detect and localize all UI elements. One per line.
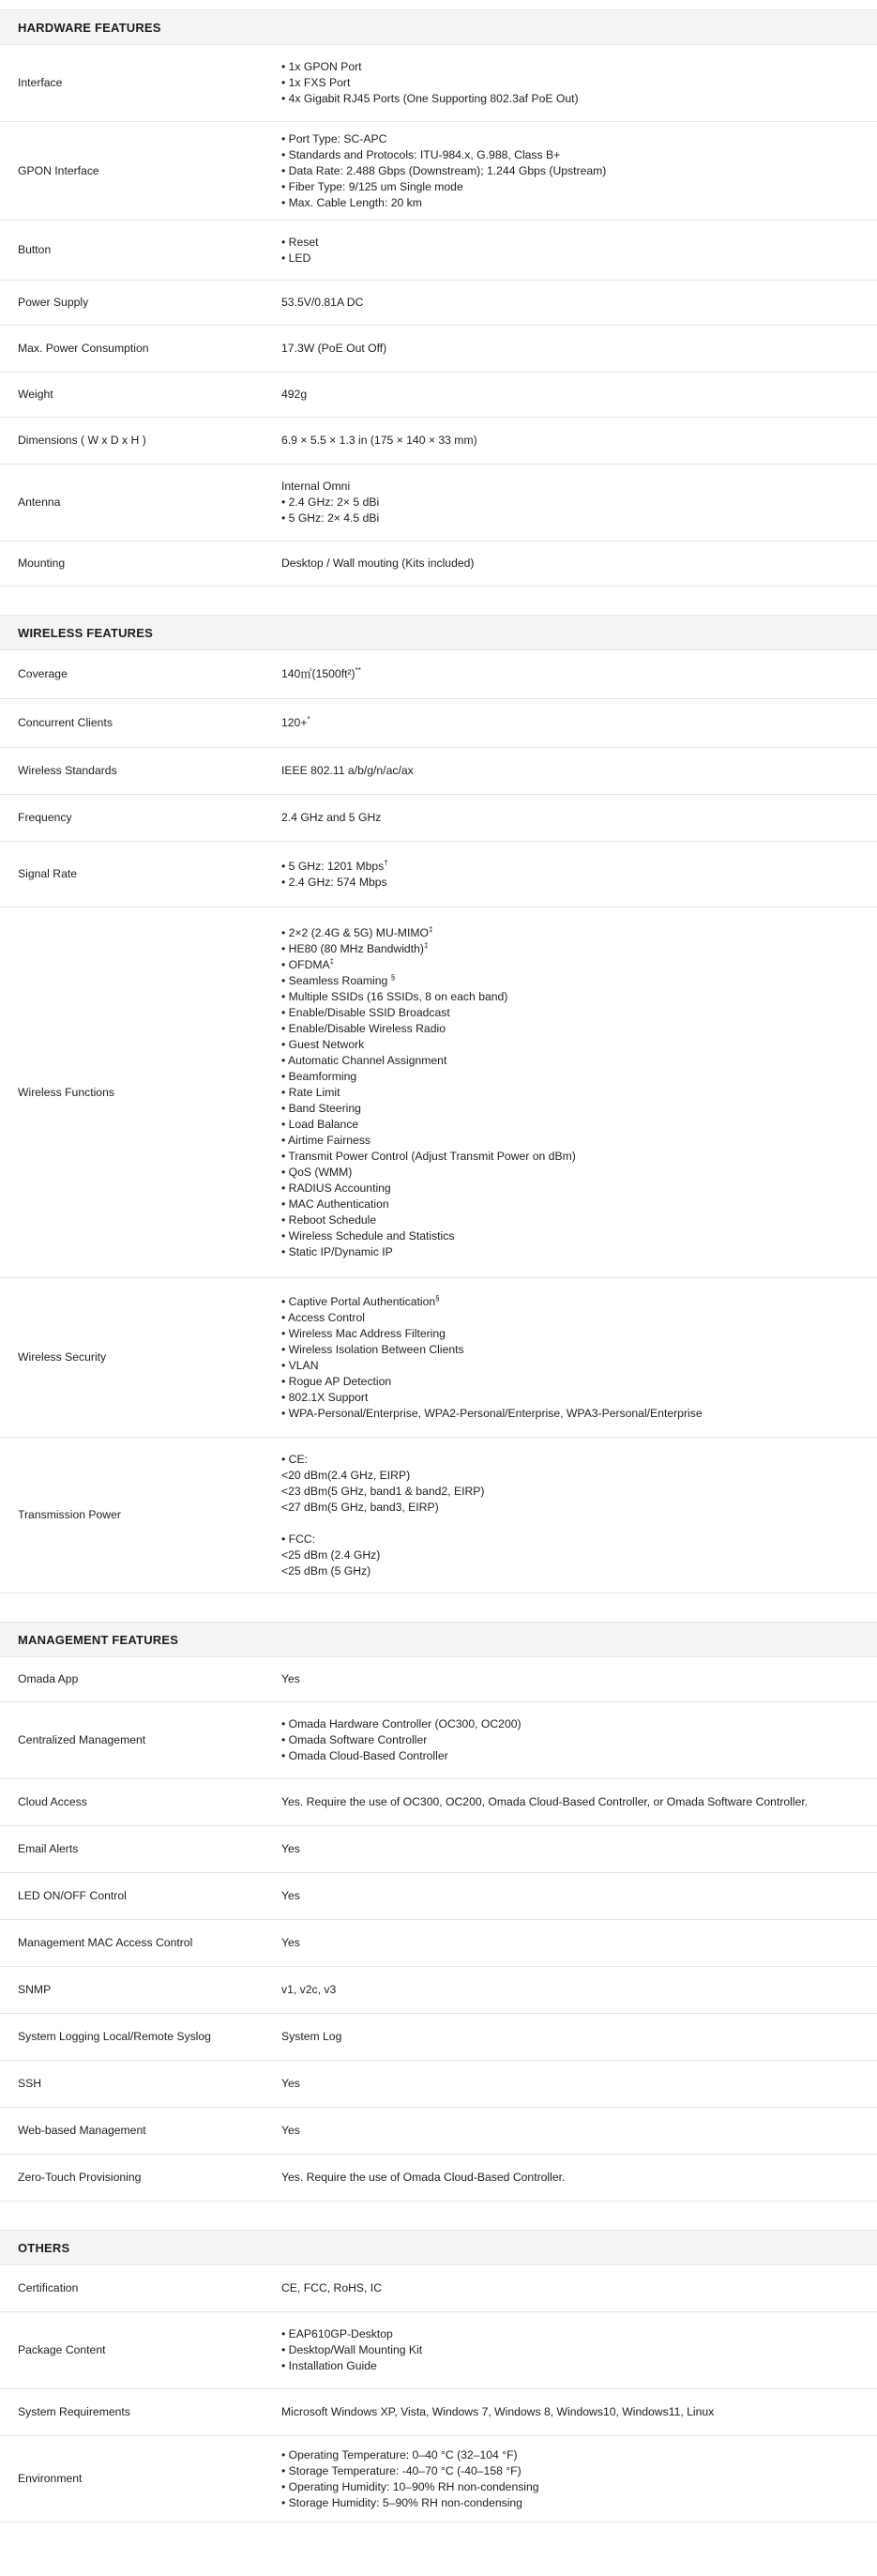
spec-row-coverage <box>0 650 877 699</box>
spec-value <box>281 2265 877 2311</box>
spec-row-frequency <box>0 795 877 842</box>
spec-value-line: <25 dBm (2.4 GHz) <box>281 1547 381 1562</box>
spec-value-line: • WPA-Personal/Enterprise, WPA2-Personal/Enterprise, WPA3-Personal/Enterprise <box>281 1406 703 1420</box>
spec-row-web-based-management <box>0 2108 877 2155</box>
spec-value <box>281 699 877 747</box>
spec-value-line: • Standards and Protocols: ITU-984.x, G.988, Class B+ <box>281 147 561 161</box>
spec-value <box>281 2108 877 2154</box>
spec-value-line: • VLAN <box>281 1358 319 1372</box>
spec-value-line: <27 dBm(5 GHz, band3, EIRP) <box>281 1500 439 1514</box>
spec-label: Button <box>18 243 52 256</box>
footnote-marker: ‡ <box>423 940 429 950</box>
spec-label: Omada App <box>18 1672 79 1685</box>
spec-value <box>281 748 877 794</box>
spec-row-wireless-functions <box>0 907 877 1278</box>
spec-value <box>281 1438 877 1593</box>
spec-label: Interface <box>18 76 63 89</box>
spec-value-line: 492g <box>281 388 308 401</box>
spec-row-cloud-access <box>0 1779 877 1826</box>
spec-row-snmp <box>0 1967 877 2014</box>
spec-row-wireless-security <box>0 1278 877 1438</box>
spec-label: Max. Power Consumption <box>18 342 149 355</box>
spec-label: Centralized Management <box>18 1733 146 1746</box>
spec-row-wireless-standards <box>0 748 877 795</box>
spec-value-line: • Wireless Mac Address Filtering <box>281 1326 446 1340</box>
section-header-hardware-features: HARDWARE FEATURES <box>0 9 877 45</box>
spec-value <box>281 1278 877 1437</box>
spec-value-line: 17.3W (PoE Out Off) <box>281 342 387 355</box>
spec-label: Antenna <box>18 495 61 509</box>
spec-value-line: • EAP610GP-Desktop <box>281 2327 393 2340</box>
spec-value-line: 53.5V/0.81A DC <box>281 296 364 309</box>
spec-value-line: Yes <box>281 1672 300 1685</box>
spec-value-line: • Rate Limit <box>281 1085 340 1099</box>
spec-value-line: • Operating Humidity: 10–90% RH non-condensing <box>281 2479 539 2493</box>
spec-row-max-power-consumption <box>0 326 877 373</box>
spec-value-line: 2.4 GHz and 5 GHz <box>281 811 382 824</box>
spec-value-line: • Automatic Channel Assignment <box>281 1053 447 1067</box>
spec-value-line: v1, v2c, v3 <box>281 1983 337 1996</box>
section-header-others: OTHERS <box>0 2230 877 2265</box>
spec-value <box>281 2436 877 2522</box>
spec-value-line: • Omada Cloud-Based Controller <box>281 1749 448 1762</box>
spec-label: Certification <box>18 2281 79 2294</box>
spec-value-line: • Enable/Disable SSID Broadcast <box>281 1005 450 1019</box>
spec-value-line <box>281 941 868 957</box>
spec-value-line: • 1x GPON Port <box>281 60 362 73</box>
section-header-wireless-features: WIRELESS FEATURES <box>0 615 877 650</box>
spec-value <box>281 1920 877 1966</box>
spec-value-text: • HE80 (80 MHz Bandwidth) <box>281 941 424 955</box>
spec-label: SSH <box>18 2077 42 2090</box>
spec-row-interface <box>0 45 877 122</box>
spec-value <box>281 281 877 325</box>
footnote-marker: * <box>307 714 310 724</box>
spec-label: System Logging Local/Remote Syslog <box>18 2030 211 2043</box>
spec-value-line: <25 dBm (5 GHz) <box>281 1563 371 1578</box>
spec-value-line: • Airtime Fairness <box>281 1133 371 1147</box>
spec-label: System Requirements <box>18 2405 130 2418</box>
spec-row-concurrent-clients <box>0 699 877 748</box>
spec-value-line <box>281 1294 868 1310</box>
spec-value-line: • LED <box>281 251 311 265</box>
spec-value-line: • Wireless Isolation Between Clients <box>281 1342 464 1356</box>
spec-value-text: • 5 GHz: 1201 Mbps <box>281 859 385 873</box>
spec-row-system-requirements <box>0 2389 877 2436</box>
spec-value-line: • Omada Hardware Controller (OC300, OC200) <box>281 1717 522 1730</box>
spec-label: Transmission Power <box>18 1508 121 1521</box>
spec-value-line: • Load Balance <box>281 1117 359 1131</box>
spec-row-package-content <box>0 2312 877 2389</box>
spec-value <box>281 2014 877 2060</box>
spec-label: Concurrent Clients <box>18 716 113 729</box>
spec-value-line: 6.9 × 5.5 × 1.3 in (175 × 140 × 33 mm) <box>281 434 477 447</box>
spec-value-line <box>281 973 868 989</box>
spec-value-line: • 1x FXS Port <box>281 76 351 89</box>
spec-value-line <box>281 957 868 973</box>
spec-row-omada-app <box>0 1657 877 1702</box>
spec-value-line: CE, FCC, RoHS, IC <box>281 2281 382 2294</box>
spec-value-line: • 4x Gigabit RJ45 Ports (One Supporting 802.3af PoE Out) <box>281 92 579 105</box>
spec-value <box>281 1873 877 1919</box>
spec-value <box>281 1826 877 1872</box>
spec-label: Zero-Touch Provisioning <box>18 2171 142 2184</box>
spec-value <box>281 1967 877 2013</box>
spec-value <box>281 2389 877 2435</box>
spec-row-transmission-power <box>0 1438 877 1593</box>
spec-value-line: • 5 GHz: 2× 4.5 dBi <box>281 511 380 525</box>
section-spacer <box>0 1593 877 1622</box>
spec-value-line: • Transmit Power Control (Adjust Transmit Power on dBm) <box>281 1149 576 1163</box>
spec-value <box>281 907 877 1277</box>
spec-label: SNMP <box>18 1983 52 1996</box>
spec-value-line: • FCC: <box>281 1532 316 1546</box>
spec-value <box>281 418 877 464</box>
spec-value-line <box>281 859 868 875</box>
spec-value <box>281 1702 877 1778</box>
spec-label: Package Content <box>18 2343 106 2356</box>
spec-value-line: IEEE 802.11 a/b/g/n/ac/ax <box>281 764 414 777</box>
footnote-marker: § <box>435 1293 440 1303</box>
spec-row-dimensions-w-x-d-x-h <box>0 418 877 465</box>
spec-value-line: • CE: <box>281 1452 308 1466</box>
spec-value-line: • Beamforming <box>281 1069 357 1083</box>
spec-value-line: • 802.1X Support <box>281 1390 369 1404</box>
spec-value <box>281 2312 877 2388</box>
spec-value-line: Yes <box>281 1842 300 1855</box>
spec-value <box>281 1779 877 1825</box>
spec-value-line: Yes <box>281 2124 300 2137</box>
section-spacer <box>0 0 877 9</box>
spec-value <box>281 45 877 121</box>
spec-value-line <box>281 666 868 682</box>
spec-value <box>281 221 877 280</box>
spec-row-led-on-off-control <box>0 1873 877 1920</box>
spec-value-line: • Static IP/Dynamic IP <box>281 1244 393 1258</box>
spec-value <box>281 541 877 586</box>
spec-value-line: • Reboot Schedule <box>281 1212 377 1227</box>
spec-value-line: • Storage Humidity: 5–90% RH non-condensing <box>281 2495 522 2509</box>
spec-value-line: • Rogue AP Detection <box>281 1374 392 1388</box>
spec-value-line: • 2.4 GHz: 574 Mbps <box>281 875 387 889</box>
spec-row-environment <box>0 2436 877 2523</box>
spec-row-button <box>0 221 877 281</box>
spec-row-certification <box>0 2265 877 2312</box>
spec-label: Dimensions ( W x D x H ) <box>18 434 146 447</box>
spec-value-line: • Enable/Disable Wireless Radio <box>281 1021 446 1035</box>
spec-value-line: • QoS (WMM) <box>281 1165 353 1179</box>
spec-value-text: • Seamless Roaming <box>281 973 391 987</box>
spec-value <box>281 326 877 372</box>
spec-value <box>281 122 877 220</box>
spec-value-line: • Data Rate: 2.488 Gbps (Downstream); 1.244 Gbps (Upstream) <box>281 163 607 177</box>
spec-value-line: • Port Type: SC-APC <box>281 131 387 145</box>
spec-value-line: Internal Omni <box>281 480 351 493</box>
spec-row-management-mac-access-control <box>0 1920 877 1967</box>
spec-row-gpon-interface <box>0 122 877 221</box>
spec-value-line: • 2.4 GHz: 2× 5 dBi <box>281 495 380 509</box>
spec-row-zero-touch-provisioning <box>0 2155 877 2202</box>
spec-label: GPON Interface <box>18 163 99 177</box>
section-header-management-features: MANAGEMENT FEATURES <box>0 1622 877 1657</box>
spec-value <box>281 795 877 841</box>
spec-value-line: Yes <box>281 1936 300 1949</box>
spec-label: Management MAC Access Control <box>18 1936 193 1949</box>
spec-label: Email Alerts <box>18 1842 79 1855</box>
spec-value-line: • MAC Authentication <box>281 1197 389 1211</box>
spec-value-line: Yes <box>281 1889 300 1902</box>
spec-label: Mounting <box>18 556 66 570</box>
spec-value-line: • Desktop/Wall Mounting Kit <box>281 2343 423 2356</box>
spec-value-line: <20 dBm(2.4 GHz, EIRP) <box>281 1468 411 1482</box>
spec-value-text: 140㎡(1500ft²) <box>281 667 355 680</box>
spec-value-line: • Storage Temperature: -40–70 °C (-40–158 °F) <box>281 2463 522 2477</box>
spec-label: Coverage <box>18 667 68 680</box>
spec-value-line <box>281 925 868 941</box>
spec-label: Wireless Security <box>18 1350 107 1364</box>
spec-row-email-alerts <box>0 1826 877 1873</box>
spec-row-mounting <box>0 541 877 587</box>
spec-value-line: • Installation Guide <box>281 2359 377 2372</box>
spec-value-line: • Guest Network <box>281 1037 365 1051</box>
spec-value-line: Yes <box>281 2077 300 2090</box>
spec-value-line: Microsoft Windows XP, Vista, Windows 7, Windows 8, Windows10, Windows11, Linux <box>281 2405 715 2418</box>
spec-label: Wireless Standards <box>18 764 117 777</box>
section-spacer <box>0 587 877 615</box>
spec-value-text: 120+ <box>281 716 308 729</box>
spec-value-line: • Omada Software Controller <box>281 1733 428 1746</box>
spec-value <box>281 465 877 541</box>
spec-row-system-logging-local-remote-syslog <box>0 2014 877 2061</box>
spec-row-centralized-management <box>0 1702 877 1779</box>
spec-value-line: Desktop / Wall mouting (Kits included) <box>281 556 475 570</box>
spec-value-line <box>281 1516 868 1532</box>
spec-label: Wireless Functions <box>18 1085 114 1099</box>
spec-value-line: • RADIUS Accounting <box>281 1181 391 1195</box>
spec-row-signal-rate <box>0 842 877 907</box>
spec-value <box>281 842 877 907</box>
spec-value <box>281 2061 877 2107</box>
spec-value-text: • Captive Portal Authentication <box>281 1294 436 1308</box>
spec-value <box>281 373 877 417</box>
spec-value <box>281 1657 877 1701</box>
spec-value-line: Yes. Require the use of OC300, OC200, Omada Cloud-Based Controller, or Omada Software Controller. <box>281 1795 809 1808</box>
spec-row-ssh <box>0 2061 877 2108</box>
spec-label: Weight <box>18 388 53 401</box>
spec-label: Signal Rate <box>18 867 78 880</box>
spec-value-line: • Band Steering <box>281 1101 361 1115</box>
spec-value-line: <23 dBm(5 GHz, band1 & band2, EIRP) <box>281 1484 485 1498</box>
spec-row-antenna <box>0 465 877 541</box>
spec-value-line: • Reset <box>281 235 319 249</box>
spec-value-line: • Multiple SSIDs (16 SSIDs, 8 on each band) <box>281 989 508 1003</box>
footnote-marker: ** <box>355 665 361 675</box>
spec-label: Cloud Access <box>18 1795 87 1808</box>
spec-value-line: • Fiber Type: 9/125 um Single mode <box>281 179 463 193</box>
spec-value-line: • Access Control <box>281 1310 365 1324</box>
spec-value-text: • 2×2 (2.4G & 5G) MU-MIMO <box>281 925 429 939</box>
spec-value-line: • Wireless Schedule and Statistics <box>281 1228 455 1242</box>
spec-label: Frequency <box>18 811 72 824</box>
footnote-marker: ‡ <box>428 924 433 934</box>
spec-value-line: Yes. Require the use of Omada Cloud-Based Controller. <box>281 2171 566 2184</box>
spec-label: Power Supply <box>18 296 89 309</box>
spec-row-power-supply <box>0 281 877 326</box>
spec-row-weight <box>0 373 877 418</box>
section-spacer <box>0 2202 877 2230</box>
spec-value-line: • Max. Cable Length: 20 km <box>281 195 422 209</box>
spec-value-line: System Log <box>281 2030 342 2043</box>
footnote-marker: † <box>384 858 388 867</box>
spec-label: Web-based Management <box>18 2124 146 2137</box>
spec-label: LED ON/OFF Control <box>18 1889 127 1902</box>
spec-value-line: • Operating Temperature: 0–40 °C (32–104 °F) <box>281 2447 518 2462</box>
footnote-marker: § <box>390 972 396 982</box>
footnote-marker: ‡ <box>329 956 335 966</box>
spec-value <box>281 650 877 698</box>
spec-value <box>281 2155 877 2201</box>
spec-value-line <box>281 715 868 731</box>
spec-value-text: • OFDMA <box>281 957 330 971</box>
spec-label: Environment <box>18 2472 83 2485</box>
